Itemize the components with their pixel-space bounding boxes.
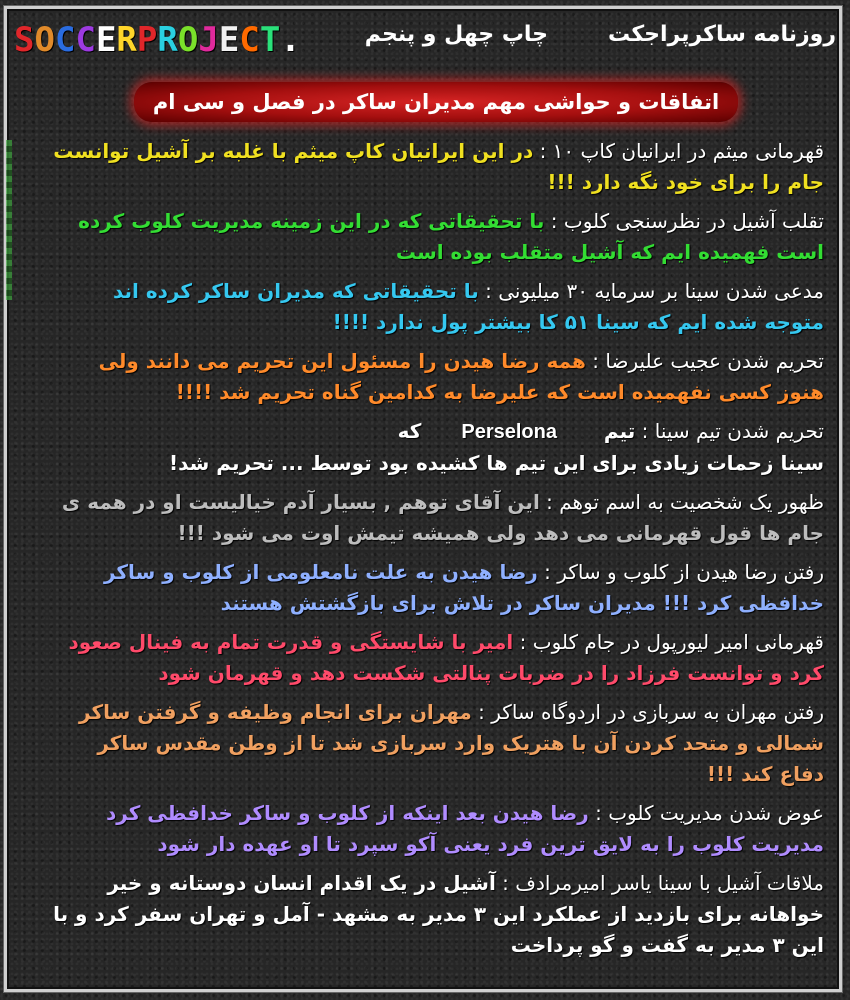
news-item-heading: ظهور یک شخصیت به اسم توهم : <box>539 490 824 514</box>
news-item <box>52 868 824 961</box>
logo-letter: R <box>116 20 136 60</box>
headline-text: اتفاقات و حواشی مهم مدیران ساکر در فصل و سی ام <box>152 90 720 114</box>
decorative-strip <box>6 140 12 300</box>
news-item <box>52 346 824 408</box>
news-item-body: امیر با شایستگی و قدرت تمام به فینال صعود کرد و توانست فرزاد را در ضربات پنالتی شکست دهد و قهرمان شود <box>68 630 824 685</box>
news-item-body: مهران برای انجام وظیفه و گرفتن ساکر شمالی و متحد کردن آن با هتریک وارد سربازی شد تا از وطن مقدس ساکر دفاع کند !!! <box>79 700 824 786</box>
logo-letter: C <box>75 20 95 60</box>
logo-letter: . <box>280 20 300 60</box>
news-item-body: در این ایرانیان کاپ میثم با غلبه بر آشیل توانست جام را برای خود نگه دارد !!! <box>53 139 824 194</box>
soccerproject-logo <box>14 16 314 64</box>
news-item <box>52 627 824 689</box>
news-item-body: رضا هیدن بعد اینکه از کلوب و ساکر خدافظی کرد مدیریت کلوب را به لایق ترین فرد یعنی آکو سپرد تا او عهده دار شود <box>106 801 824 856</box>
news-item-body: رضا هیدن به علت نامعلومی از کلوب و ساکر خدافظی کرد !!! مدیران ساکر در تلاش برای بازگشتش هستند <box>103 560 824 615</box>
news-item-heading: مدعی شدن سینا بر سرمایه ۳۰ میلیونی : <box>478 279 824 303</box>
logo-letter: O <box>34 20 54 60</box>
news-item <box>52 557 824 619</box>
logo-letter: E <box>218 20 239 60</box>
logo-letter: S <box>14 20 34 60</box>
news-item-heading: رفتن رضا هیدن از کلوب و ساکر : <box>537 560 824 584</box>
news-item <box>52 487 824 549</box>
headline-banner <box>134 82 738 122</box>
news-item <box>52 697 824 790</box>
news-item-heading: تحریم شدن عجیب علیرضا : <box>585 349 824 373</box>
news-item-body: همه رضا هیدن را مسئول این تحریم می دانند ولی هنوز کسی نفهمیده است که علیرضا به کدامین گناه تحریم شد !!!! <box>98 349 824 404</box>
masthead <box>365 22 836 47</box>
news-item <box>52 276 824 338</box>
news-item-body: آشیل در یک اقدام انسان دوستانه و خیر خواهانه برای بازدید از عملکرد این ۳ مدیر به مشهد - آمل و تهران سفر کرد و با این ۳ مدیر به گفت و گو پرداخت <box>53 871 824 957</box>
news-item-body: با تحقیقاتی که در این زمینه مدیریت کلوب کرده است فهمیده ایم که آشیل متقلب بوده است <box>78 209 824 264</box>
team-word: تیم <box>596 419 636 443</box>
logo-letter: J <box>198 20 218 60</box>
news-list <box>52 136 824 969</box>
logo-letter: R <box>157 20 177 60</box>
news-item <box>52 136 824 198</box>
team-name: Perselona <box>421 421 597 443</box>
news-item-heading: عوض شدن مدیریت کلوب : <box>588 801 824 825</box>
team-suffix: که <box>397 419 422 443</box>
news-item-heading: تحریم شدن تیم سینا : <box>635 419 824 443</box>
logo-letter: E <box>95 20 116 60</box>
logo-letter: O <box>177 20 198 60</box>
news-item-heading: رفتن مهران به سربازی در اردوگاه ساکر : <box>471 700 824 724</box>
news-item <box>52 798 824 860</box>
news-item-heading: ملاقات آشیل با سینا یاسر امیرمرادف : <box>495 871 824 895</box>
news-item <box>52 416 824 479</box>
logo-letter: T <box>259 20 280 60</box>
news-item-heading: تقلب آشیل در نظرسنجی کلوب : <box>544 209 824 233</box>
paper-name: روزنامه ساکرپراجکت <box>608 22 836 47</box>
news-item-body: با تحقیقاتی که مدیران ساکر کرده اند متوجه شده ایم که سینا ۵۱ کا بیشتر پول ندارد !!!! <box>112 279 824 334</box>
logo-letter: P <box>136 20 157 60</box>
news-item-body: سینا زحمات زیادی برای این تیم ها کشیده بود توسط ... تحریم شد! <box>168 451 824 475</box>
news-item-body: این آقای توهم , بسیار آدم خیالیست او در همه ی جام ها قول قهرمانی می دهد ولی همیشه تیمش اوت می شود !!! <box>61 490 824 545</box>
logo-letter: C <box>239 20 259 60</box>
news-item-heading: قهرمانی میثم در ایرانیان کاپ ۱۰ : <box>533 139 824 163</box>
logo-letter: C <box>54 20 75 60</box>
news-item-heading: قهرمانی امیر لیورپول در جام کلوب : <box>513 630 824 654</box>
news-item <box>52 206 824 268</box>
edition-label: چاپ چهل و پنجم <box>364 22 549 47</box>
